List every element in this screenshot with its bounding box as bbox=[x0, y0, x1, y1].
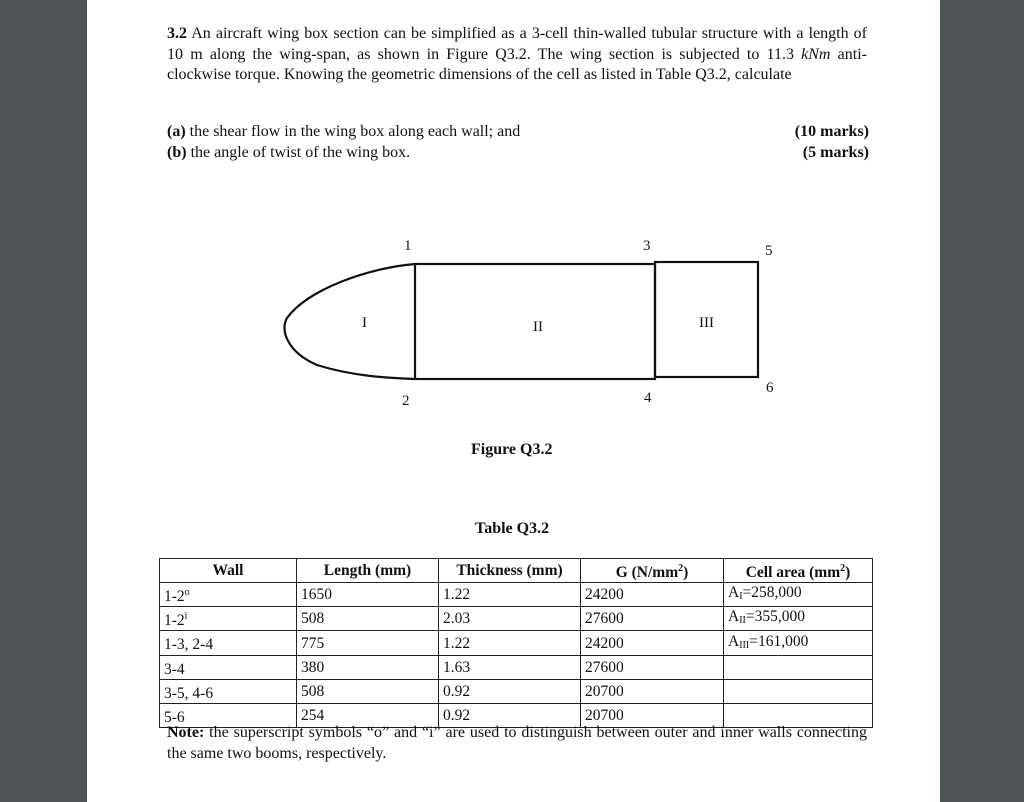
boom-label-2: 2 bbox=[402, 393, 410, 409]
cell-label-iii: III bbox=[699, 315, 714, 331]
table-header-row bbox=[160, 559, 873, 583]
boom-label-1: 1 bbox=[404, 238, 412, 254]
cell-i-wall bbox=[285, 264, 415, 379]
part-b: (b) the angle of twist of the wing box. (5 marks) bbox=[167, 144, 869, 161]
note-label: Note: bbox=[167, 724, 205, 741]
table-row: 1-2$^i$ 508 2.03 27600 $A_{II}=355,000$ bbox=[160, 607, 873, 631]
part-b-marks: (5 marks) bbox=[802, 144, 869, 161]
part-a-marks: (10 marks) bbox=[794, 123, 869, 140]
question-number: 3.2 bbox=[167, 25, 187, 42]
dimensions-table bbox=[159, 558, 873, 728]
header-wall: Wall bbox=[160, 559, 297, 583]
wing-box-figure bbox=[87, 0, 940, 420]
figure-caption: Figure Q3.2 bbox=[471, 441, 553, 458]
header-length: Length (mm) bbox=[297, 559, 439, 583]
table-row: 3-5, 4-6 508 0.92 20700 bbox=[160, 679, 873, 703]
question-text: 3.2 An aircraft wing box section can be simplified as a 3-cell thin-walled tubular structure with a length of 10 m along the wing-span, as shown in Figure Q3.2. The wing section is subjected to 11.3 kNm anti-clockwise torque. Knowing the geometric dimensions of the cell as listed in Table Q3.2, calculate bbox=[167, 25, 867, 83]
boom-label-5: 5 bbox=[765, 243, 773, 259]
part-a: (a) the shear flow in the wing box along each wall; and (10 marks) bbox=[167, 123, 869, 140]
document-page bbox=[87, 0, 940, 802]
boom-label-6: 6 bbox=[766, 380, 774, 396]
torque-unit: kNm bbox=[801, 45, 831, 63]
header-g: G $(N/mm^2)$ bbox=[581, 559, 724, 583]
header-cell-area: Cell area $(mm^2)$ bbox=[724, 559, 873, 583]
boom-label-4: 4 bbox=[644, 390, 652, 406]
boom-label-3: 3 bbox=[643, 238, 651, 254]
table-row: 1-2$^o$ 1650 1.22 24200 $A_I=258,000$ bbox=[160, 583, 873, 607]
cell-label-ii: II bbox=[533, 319, 543, 335]
table-caption: Table Q3.2 bbox=[475, 520, 550, 537]
table-row: 1-3, 2-4 775 1.22 24200 $A_{III}=161,000$ bbox=[160, 631, 873, 655]
header-thickness: Thickness (mm) bbox=[439, 559, 581, 583]
table-row: 3-4 380 1.63 27600 bbox=[160, 655, 873, 679]
cell-label-i: I bbox=[362, 315, 367, 331]
note-text: Note: the superscript symbols “o” and “i” are used to distinguish between outer and inner walls connecting the same two booms, respectively. bbox=[167, 724, 867, 762]
table-row: 5-6 254 0.92 20700 bbox=[160, 703, 873, 727]
